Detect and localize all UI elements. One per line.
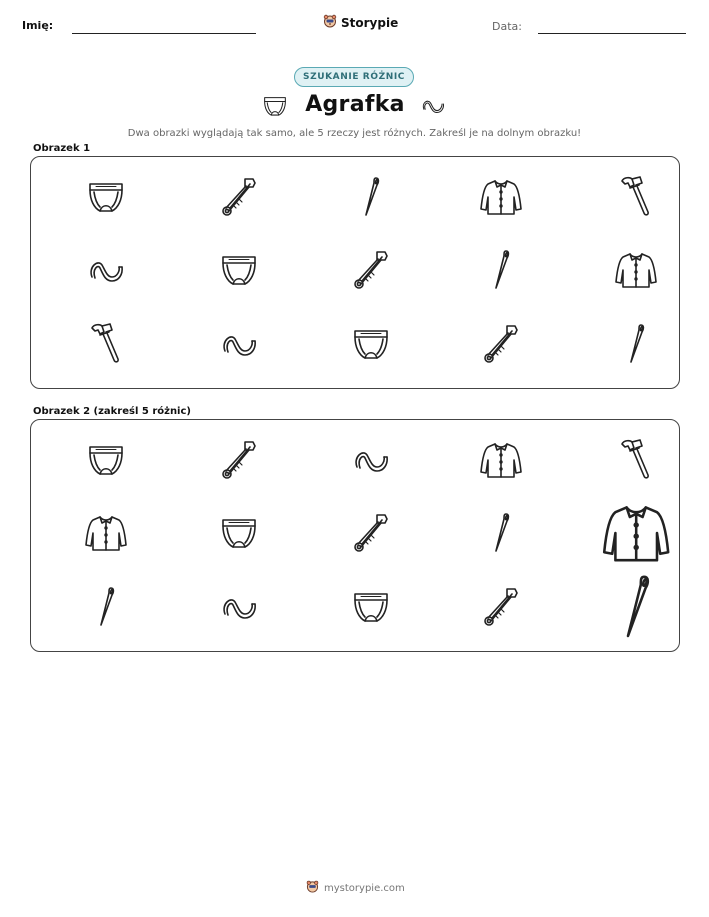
shirt-icon[interactable] bbox=[84, 513, 128, 553]
safety-pin-icon[interactable] bbox=[481, 585, 521, 629]
shirt-icon[interactable] bbox=[479, 177, 523, 217]
name-line[interactable] bbox=[72, 33, 256, 34]
clamp-icon[interactable] bbox=[618, 438, 654, 482]
safety-pin-icon[interactable] bbox=[219, 175, 259, 219]
diaper-icon[interactable] bbox=[219, 253, 259, 287]
storypie-mascot-icon bbox=[306, 880, 319, 896]
shirt-icon[interactable] bbox=[479, 440, 523, 480]
shirt-icon[interactable] bbox=[614, 250, 658, 290]
diaper-icon[interactable] bbox=[86, 443, 126, 477]
brand-name: Storypie bbox=[341, 15, 399, 30]
name-label: Imię: bbox=[22, 19, 54, 32]
needle-icon[interactable] bbox=[361, 175, 381, 219]
picture1-label: Obrazek 1 bbox=[33, 143, 91, 154]
footer-url[interactable]: mystorypie.com bbox=[324, 882, 405, 894]
needle-icon[interactable] bbox=[96, 585, 116, 629]
hook-icon[interactable] bbox=[219, 329, 259, 359]
hook-icon[interactable] bbox=[351, 445, 391, 475]
picture2-panel bbox=[30, 419, 680, 652]
needle-icon[interactable] bbox=[491, 248, 511, 292]
needle-icon[interactable] bbox=[626, 322, 646, 366]
picture2-label: Obrazek 2 (zakreśl 5 różnic) bbox=[33, 406, 191, 417]
clamp-icon[interactable] bbox=[618, 175, 654, 219]
hook-icon[interactable] bbox=[86, 255, 126, 285]
diaper-icon bbox=[262, 95, 288, 121]
instructions: Dwa obrazki wyglądają tak samo, ale 5 rzeczy jest różnych. Zakreśl je na dolnym obrazku! bbox=[127, 128, 582, 139]
shirt-icon[interactable] bbox=[601, 501, 671, 565]
picture1-panel bbox=[30, 156, 680, 389]
date-line[interactable] bbox=[538, 33, 686, 34]
diaper-icon[interactable] bbox=[219, 516, 259, 550]
safety-pin-icon[interactable] bbox=[219, 438, 259, 482]
brand-logo bbox=[323, 13, 398, 32]
storypie-mascot-icon bbox=[323, 13, 337, 32]
footer bbox=[306, 880, 405, 896]
safety-pin-icon[interactable] bbox=[481, 322, 521, 366]
category-badge: SZUKANIE RÓŻNIC bbox=[294, 67, 414, 87]
needle-icon[interactable] bbox=[491, 511, 511, 555]
hook-icon[interactable] bbox=[219, 592, 259, 622]
safety-pin-icon[interactable] bbox=[351, 248, 391, 292]
diaper-icon[interactable] bbox=[86, 180, 126, 214]
diaper-icon[interactable] bbox=[351, 327, 391, 361]
clamp-icon[interactable] bbox=[88, 322, 124, 366]
diaper-icon[interactable] bbox=[351, 590, 391, 624]
needle-icon[interactable] bbox=[620, 572, 652, 642]
hook-icon bbox=[420, 96, 446, 120]
safety-pin-icon[interactable] bbox=[351, 511, 391, 555]
date-label: Data: bbox=[492, 20, 522, 33]
page-title: Agrafka bbox=[305, 92, 405, 117]
